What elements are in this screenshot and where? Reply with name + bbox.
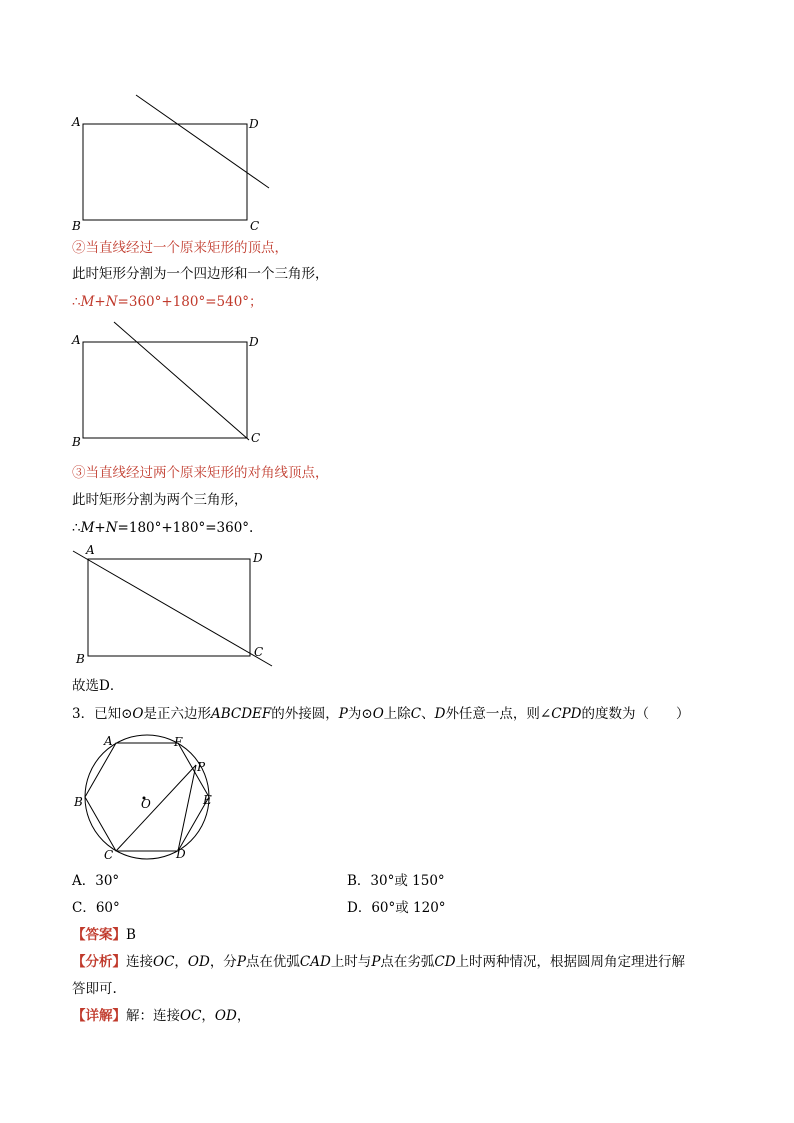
case2-title: ②当直线经过一个原来矩形的顶点， xyxy=(72,240,288,256)
label-b: B xyxy=(76,652,85,666)
detail-line: 【详解】解：连接OC，OD， xyxy=(72,1008,251,1024)
answer-line: 【答案】B xyxy=(72,927,136,943)
case2-equation: ∴M+N=360°+180°=540°； xyxy=(72,294,263,310)
option-a: A．30° xyxy=(72,873,120,889)
label-c: C xyxy=(254,645,264,659)
label-c: C xyxy=(250,219,260,233)
option-c: C．60° xyxy=(72,900,120,916)
label-o: O xyxy=(141,797,151,811)
option-b: B．30°或 150° xyxy=(347,873,445,889)
label-a: A xyxy=(104,734,113,748)
case3-title: ③当直线经过两个原来矩形的对角线顶点， xyxy=(72,465,329,481)
label-b: B xyxy=(72,435,81,449)
label-d: D xyxy=(253,551,263,565)
label-a: A xyxy=(72,333,81,347)
label-d: D xyxy=(249,335,259,349)
case3-description: 此时矩形分割为两个三角形， xyxy=(72,492,248,508)
label-f: F xyxy=(174,735,183,749)
label-b: B xyxy=(74,795,83,809)
chord-cp xyxy=(116,765,196,851)
label-c: C xyxy=(251,431,261,445)
analysis-line-2: 答即可. xyxy=(72,981,117,997)
question-3: 3．已知⊙O是正六边形ABCDEF的外接圆，P为⊙O上除C、D外任意一点，则∠CPD的度数为（ ） xyxy=(72,706,690,722)
label-b: B xyxy=(72,219,81,233)
case3-equation: ∴M+N=180°+180°=360°. xyxy=(72,520,254,536)
analysis-line-1: 【分析】连接OC，OD，分P点在优弧CAD上时与P点在劣弧CD上时两种情况，根据圆周角定理进行解 xyxy=(72,954,686,970)
label-p: P xyxy=(197,760,206,774)
label-e: E xyxy=(203,793,212,807)
option-d: D．60°或 120° xyxy=(347,900,446,916)
case2-description: 此时矩形分割为一个四边形和一个三角形， xyxy=(72,266,329,282)
label-c: C xyxy=(104,848,114,862)
label-d: D xyxy=(249,117,259,131)
label-a: A xyxy=(86,543,95,557)
choose-answer: 故选D． xyxy=(72,678,124,694)
label-a: A xyxy=(72,115,81,129)
label-d: D xyxy=(176,847,186,861)
